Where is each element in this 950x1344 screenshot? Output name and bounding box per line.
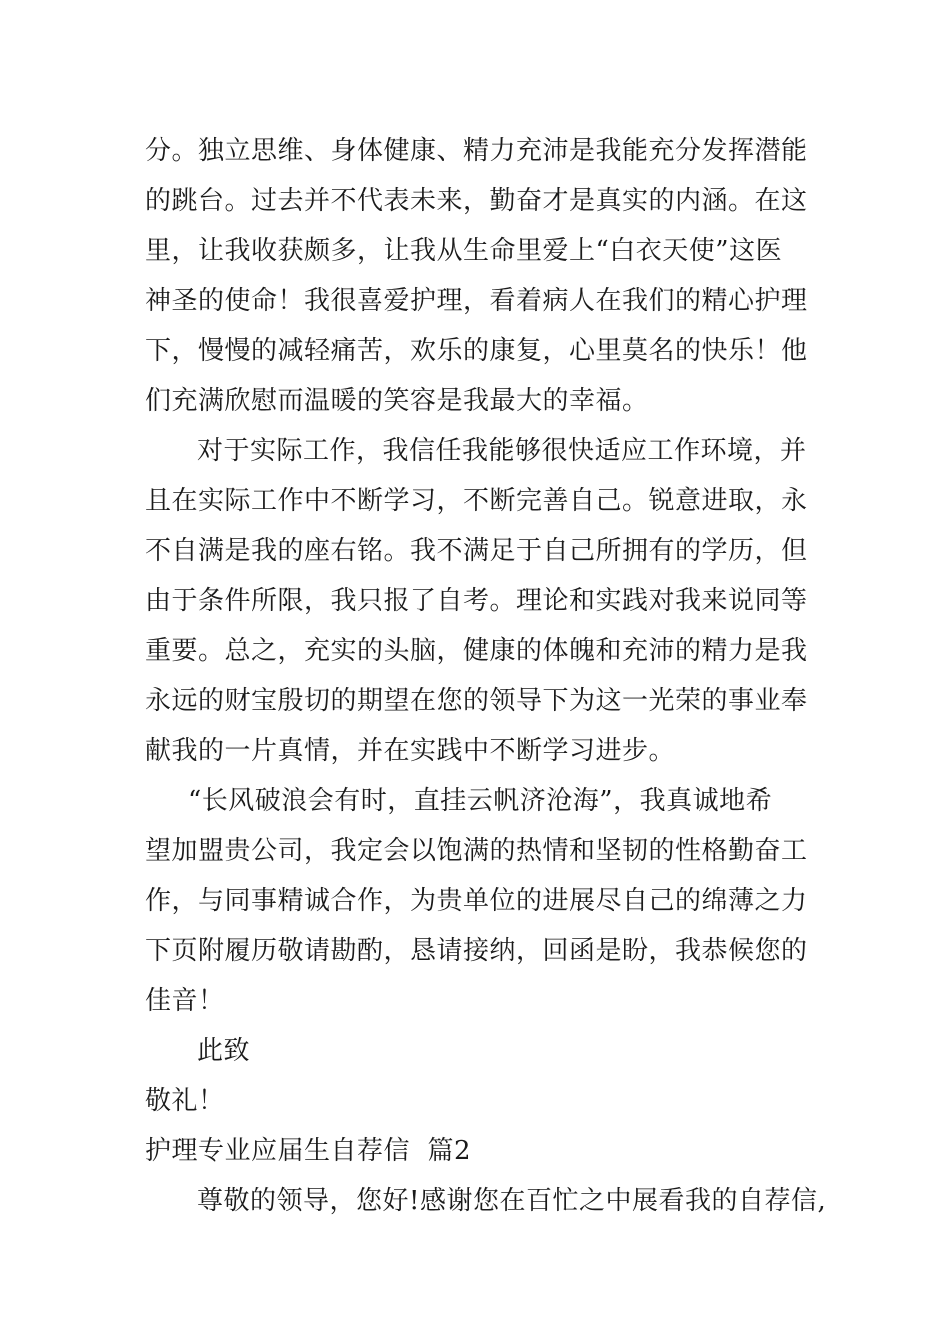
body-text-line: 的跳台。过去并不代表未来，勤奋才是真实的内涵。在这 — [145, 186, 808, 216]
body-text-line: 由于条件所限，我只报了自考。理论和实践对我来说同等 — [145, 586, 808, 616]
body-text-line: 们充满欣慰而温暖的笑容是我最大的幸福。 — [145, 386, 649, 416]
body-text-line: 分。独立思维、身体健康、精力充沛是我能充分发挥潜能 — [145, 136, 808, 166]
salutation-text: 敬礼！ — [145, 1086, 225, 1116]
body-text-line: 作，与同事精诚合作，为贵单位的进展尽自己的绵薄之力 — [145, 886, 808, 916]
body-text-line: “长风破浪会有时，直挂云帆济沧海”，我真诚地希 — [188, 786, 773, 816]
body-text-line: 永远的财宝殷切的期望在您的领导下为这一光荣的事业奉 — [145, 686, 808, 716]
body-text-line: 尊敬的领导，您好!感谢您在百忙之中展看我的自荐信, — [197, 1186, 827, 1216]
body-text-line: 望加盟贵公司，我定会以饱满的热情和坚韧的性格勤奋工 — [145, 836, 808, 866]
body-text-line: 下，慢慢的减轻痛苦，欢乐的康复，心里莫名的快乐！他 — [145, 336, 808, 366]
body-text-line: 不自满是我的座右铭。我不满足于自己所拥有的学历，但 — [145, 536, 808, 566]
body-text-line: 对于实际工作，我信任我能够很快适应工作环境，并 — [197, 436, 807, 466]
body-text-line: 神圣的使命！我很喜爱护理，看着病人在我们的精心护理 — [145, 286, 808, 316]
body-text-line: 献我的一片真情，并在实践中不断学习进步。 — [145, 736, 676, 766]
closing-text: 此致 — [197, 1036, 251, 1066]
body-text-line: 且在实际工作中不断学习，不断完善自己。锐意进取，永 — [145, 486, 808, 516]
body-text-line: 下页附履历敬请勘酌，恳请接纳，回函是盼，我恭候您的 — [145, 936, 808, 966]
body-text-line: 佳音！ — [145, 986, 225, 1016]
section-title: 护理专业应届生自荐信 篇2 — [145, 1136, 472, 1166]
body-text-line: 里，让我收获颇多，让我从生命里爱上“白衣天使”这医 — [145, 236, 783, 266]
body-text-line: 重要。总之，充实的头脑，健康的体魄和充沛的精力是我 — [145, 636, 808, 666]
